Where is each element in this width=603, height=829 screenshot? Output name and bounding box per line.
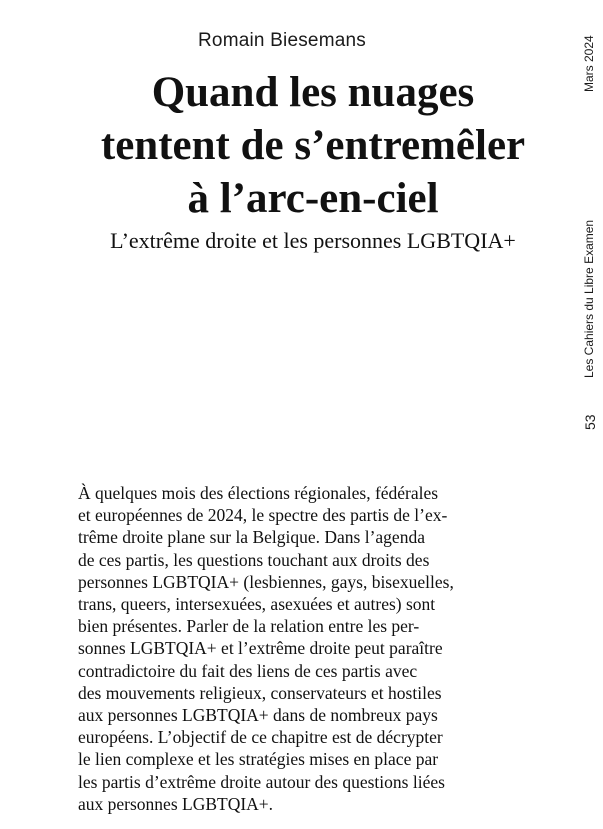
title-line: Quand les nuages [151, 69, 475, 116]
author-name: Romain Biesemans [198, 30, 366, 51]
article-subtitle: L’extrême droite et les personnes LGBTQIA+ [110, 228, 516, 253]
body-paragraph [78, 482, 558, 815]
sidebar-journal-name: Les Cahiers du Libre Examen [582, 219, 596, 378]
body-line: personnes LGBTQIA+ (lesbiennes, gays, bisexuelles, [78, 571, 454, 592]
title-line: tentent de s’entremêler [100, 122, 526, 169]
body-line: et européennes de 2024, le spectre des partis de l’ex- [78, 505, 448, 526]
body-line: trans, queers, intersexuées, asexuées et autres) sont [78, 594, 436, 615]
body-line: de ces partis, les questions touchant aux droits des [78, 549, 430, 570]
page-number: 53 [582, 414, 598, 430]
body-line: contradictoire du fait des liens de ces partis avec [78, 660, 418, 681]
body-line: sonnes LGBTQIA+ et l’extrême droite peut paraître [78, 638, 443, 659]
body-line: aux personnes LGBTQIA+. [78, 793, 274, 814]
sidebar-date: Mars 2024 [582, 35, 596, 92]
body-line: des mouvements religieux, conservateurs et hostiles [78, 682, 442, 703]
body-line: européens. L’objectif de ce chapitre est de décrypter [78, 727, 443, 748]
title-line: à l’arc-en-ciel [187, 175, 439, 222]
body-line: trême droite plane sur la Belgique. Dans l’agenda [78, 527, 425, 548]
article-title [0, 66, 603, 225]
body-line: le lien complexe et les stratégies mises en place par [78, 749, 439, 770]
body-line: À quelques mois des élections régionales, fédérales [78, 483, 439, 503]
body-line: les partis d’extrême droite autour des questions liées [78, 771, 445, 792]
body-line: aux personnes LGBTQIA+ dans de nombreux pays [78, 705, 438, 726]
body-line: bien présentes. Parler de la relation entre les per- [78, 616, 420, 637]
